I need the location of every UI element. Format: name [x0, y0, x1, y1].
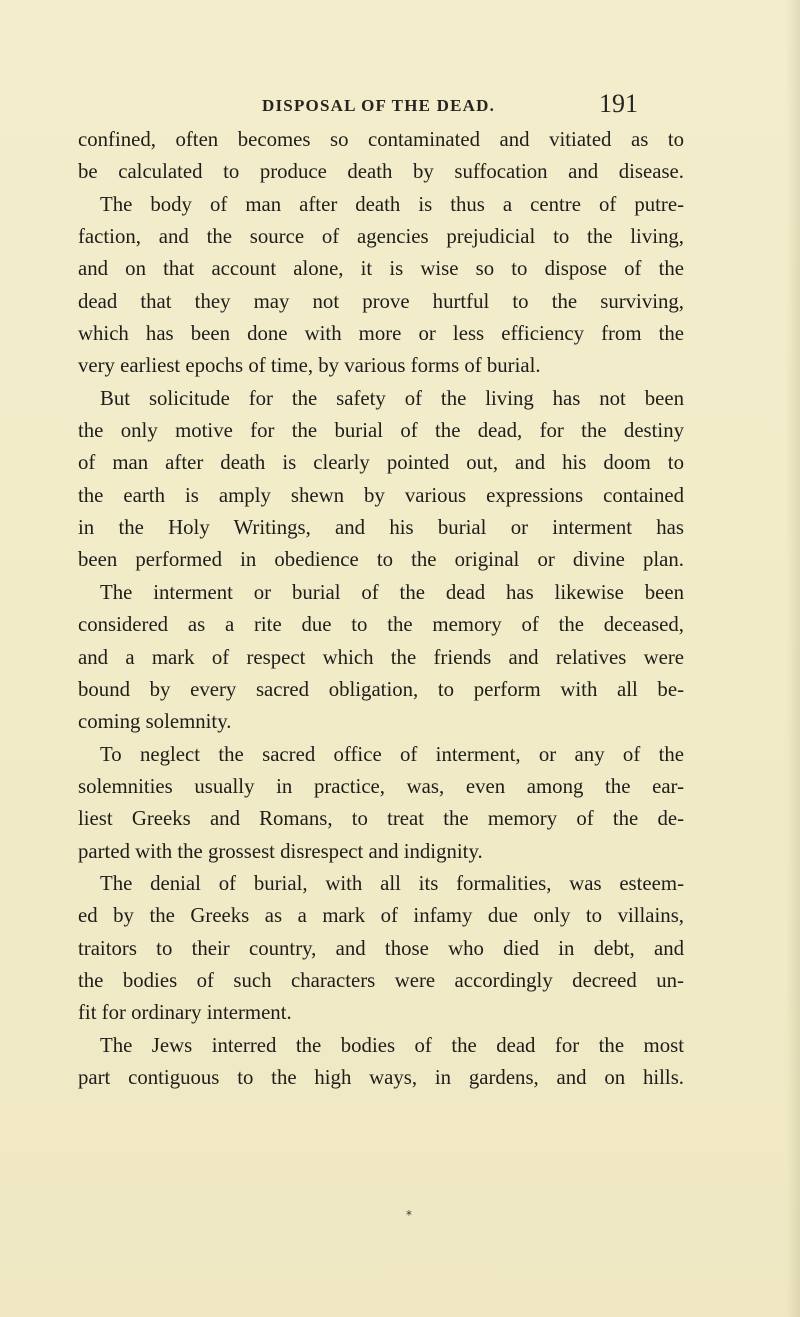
text-line: liest Greeks and Romans, to treat the memory of the de- — [78, 807, 684, 831]
text-line: The interment or burial of the dead has likewise been — [100, 580, 684, 604]
text-line: part contiguous to the high ways, in gardens, and on hills. — [78, 1065, 684, 1089]
text-line: been performed in obedience to the original or divine plan. — [78, 548, 684, 572]
text-line: bound by every sacred obligation, to perform with all be- — [78, 677, 684, 701]
text-line: The body of man after death is thus a centre of putre- — [100, 192, 684, 216]
text-line: To neglect the sacred office of interment, or any of the — [100, 742, 684, 766]
text-line: The Jews interred the bodies of the dead for the most — [100, 1033, 684, 1057]
text-line: the bodies of such characters were accordingly decreed un- — [78, 968, 684, 992]
text-line: in the Holy Writings, and his burial or interment has — [78, 516, 684, 540]
text-line: fit for ordinary interment. — [78, 1001, 292, 1025]
body-text — [78, 124, 684, 1094]
text-line: confined, often becomes so contaminated and vitiated as to — [78, 128, 684, 151]
running-head — [0, 89, 800, 120]
text-line: traitors to their country, and those who died in debt, and — [78, 936, 684, 960]
text-line: dead that they may not prove hurtful to the surviving, — [78, 289, 684, 313]
text-line: and on that account alone, it is wise so to dispose of the — [78, 257, 684, 281]
printer-mark: * — [406, 1208, 412, 1222]
text-line: But solicitude for the safety of the living has not been — [100, 386, 684, 410]
text-line: be calculated to produce death by suffocation and disease. — [78, 160, 684, 184]
text-line: coming solemnity. — [78, 710, 232, 734]
text-line: the only motive for the burial of the dead, for the destiny — [78, 419, 684, 443]
text-line: solemnities usually in practice, was, even among the ear- — [78, 774, 684, 798]
text-line: parted with the grossest disrespect and indignity. — [78, 839, 483, 863]
text-line: The denial of burial, with all its formalities, was esteem- — [100, 871, 684, 895]
text-line: and a mark of respect which the friends and relatives were — [78, 645, 684, 669]
text-line: which has been done with more or less efficiency from the — [78, 322, 684, 346]
page-number: 191 — [599, 89, 638, 118]
text-line: very earliest epochs of time, by various forms of burial. — [78, 354, 541, 378]
text-line: of man after death is clearly pointed out, and his doom to — [78, 451, 684, 475]
text-line: ed by the Greeks as a mark of infamy due only to villains, — [78, 904, 684, 928]
text-line: faction, and the source of agencies prejudicial to the living, — [78, 225, 684, 249]
running-title: DISPOSAL OF THE DEAD. — [262, 96, 496, 115]
text-line: the earth is amply shewn by various expressions contained — [78, 483, 684, 507]
text-line: considered as a rite due to the memory of the deceased, — [78, 613, 684, 637]
